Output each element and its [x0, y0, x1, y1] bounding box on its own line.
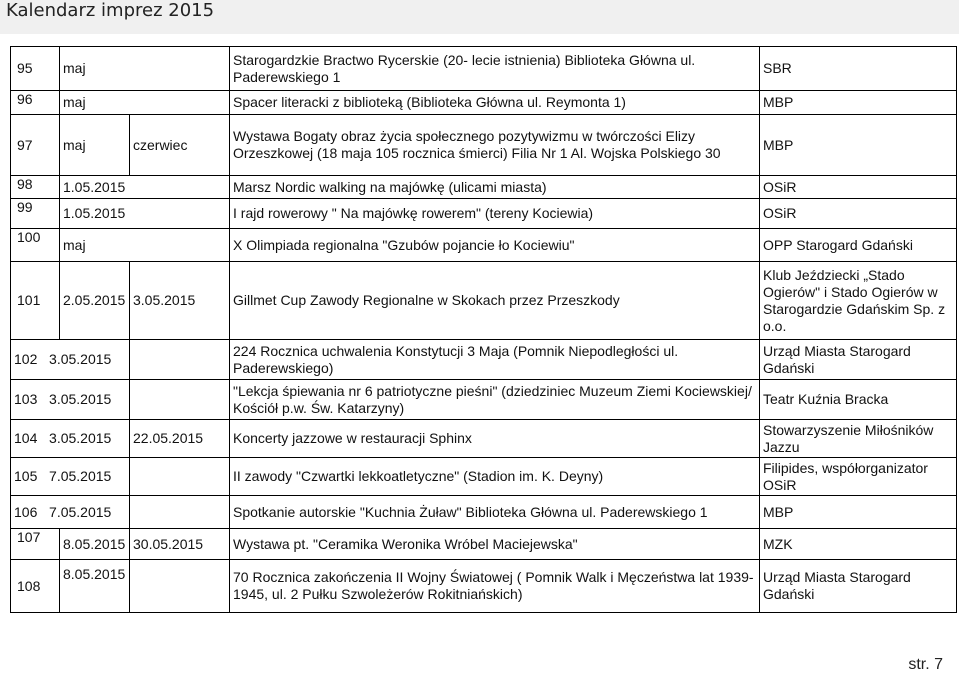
- row-number: 103: [14, 391, 38, 407]
- date-start: maj: [60, 47, 230, 91]
- event-name: Spotkanie autorskie "Kuchnia Żuław" Biblioteka Główna ul. Paderewskiego 1: [230, 496, 760, 529]
- document-title: Kalendarz imprez 2015: [6, 0, 215, 21]
- date-start: maj: [60, 229, 230, 262]
- row-number: 104: [14, 430, 38, 446]
- table-row: [11, 420, 957, 458]
- row-number: 106: [14, 503, 38, 520]
- date-start: 7.05.2015: [49, 468, 112, 484]
- organizer: Urząd Miasta Starogard Gdański: [760, 340, 957, 380]
- row-number: 97: [11, 115, 60, 176]
- date-start: 2.05.2015: [60, 262, 130, 340]
- row-number: 102: [14, 351, 38, 367]
- table-row: [11, 560, 957, 613]
- date-start: 1.05.2015: [60, 176, 230, 199]
- organizer: MBP: [760, 115, 957, 176]
- row-number: 95: [11, 47, 60, 91]
- organizer: OPP Starogard Gdański: [760, 229, 957, 262]
- date-end-empty: [130, 458, 230, 496]
- date-end: 3.05.2015: [130, 262, 230, 340]
- event-name: Wystawa pt. "Ceramika Weronika Wróbel Maciejewska": [230, 529, 760, 560]
- row-number: 100: [11, 229, 60, 262]
- organizer: MBP: [760, 91, 957, 115]
- date-start: maj: [60, 115, 130, 176]
- table-row: [11, 496, 957, 529]
- date-end: czerwiec: [130, 115, 230, 176]
- event-name: "Lekcja śpiewania nr 6 patriotyczne pieśni" (dziedziniec Muzeum Ziemi Kociewskiej/ Kościół p.w. Św. Katarzyny): [230, 380, 760, 420]
- date-end-empty: [130, 340, 230, 380]
- event-name: Koncerty jazzowe w restauracji Sphinx: [230, 420, 760, 458]
- table-row: [11, 458, 957, 496]
- date-start: maj: [60, 91, 230, 115]
- table-row: [11, 380, 957, 420]
- date-start: 8.05.2015: [60, 560, 130, 613]
- page-number: str. 7: [908, 656, 943, 673]
- event-name: Marsz Nordic walking na majówkę (ulicami miasta): [230, 176, 760, 199]
- organizer: OSiR: [760, 199, 957, 229]
- organizer: Filipides, współorganizator OSiR: [760, 458, 957, 496]
- event-name: II zawody "Czwartki lekkoatletyczne" (Stadion im. K. Deyny): [230, 458, 760, 496]
- row-number: 107: [11, 529, 60, 560]
- row-number: 101: [11, 262, 60, 340]
- organizer: Teatr Kuźnia Bracka: [760, 380, 957, 420]
- row-number-date: [11, 458, 130, 496]
- organizer: Klub Jeździecki „Stado Ogierów" i Stado Ogierów w Starogardzie Gdańskim Sp. z o.o.: [760, 262, 957, 340]
- date-end-empty: [130, 560, 230, 613]
- table-row: [11, 340, 957, 380]
- row-number: 98: [11, 176, 60, 199]
- event-name: Spacer literacki z biblioteką (Biblioteka Główna ul. Reymonta 1): [230, 91, 760, 115]
- date-end: 30.05.2015: [130, 529, 230, 560]
- event-name: Wystawa Bogaty obraz życia społecznego pozytywizmu w twórczości Elizy Orzeszkowej (18 maja 105 rocznica śmierci) Filia Nr 1 Al. Wojska Polskiego 30: [230, 115, 760, 176]
- row-number: 96: [11, 91, 60, 115]
- row-number-date: [11, 420, 130, 458]
- event-name: X Olimpiada regionalna "Gzubów pojancie ło Kociewiu": [230, 229, 760, 262]
- organizer: OSiR: [760, 176, 957, 199]
- table-row: [11, 115, 957, 176]
- date-start: 3.05.2015: [49, 351, 112, 367]
- table-row: [11, 529, 957, 560]
- header-bar: [0, 0, 959, 34]
- date-end: 22.05.2015: [130, 420, 230, 458]
- date-start: 8.05.2015: [60, 529, 130, 560]
- table-row: [11, 229, 957, 262]
- organizer: Stowarzyszenie Miłośników Jazzu: [760, 420, 957, 458]
- table-row: [11, 47, 957, 91]
- table-row: [11, 199, 957, 229]
- organizer: MZK: [760, 529, 957, 560]
- date-start: 3.05.2015: [49, 430, 112, 446]
- event-name: Starogardzkie Bractwo Rycerskie (20- lecie istnienia) Biblioteka Główna ul. Paderewskiego 1: [230, 47, 760, 91]
- event-name: 70 Rocznica zakończenia II Wojny Światowej ( Pomnik Walk i Męczeństwa lat 1939-1945, ul. 2 Pułku Szwoleżerów Rokitniańskich): [230, 560, 760, 613]
- row-number-date: [11, 380, 130, 420]
- event-name: Gillmet Cup Zawody Regionalne w Skokach przez Przeszkody: [230, 262, 760, 340]
- organizer: MBP: [760, 496, 957, 529]
- event-name: 224 Rocznica uchwalenia Konstytucji 3 Maja (Pomnik Niepodległości ul. Paderewskiego): [230, 340, 760, 380]
- row-number: 105: [14, 468, 38, 484]
- date-start: 7.05.2015: [49, 503, 112, 520]
- row-number: 108: [11, 560, 60, 613]
- row-number: 99: [11, 199, 60, 229]
- table-row: [11, 176, 957, 199]
- organizer: Urząd Miasta Starogard Gdański: [760, 560, 957, 613]
- row-number-date: [11, 340, 130, 380]
- date-end-empty: [130, 380, 230, 420]
- table-row: [11, 262, 957, 340]
- events-table: [10, 46, 957, 613]
- event-name: I rajd rowerowy " Na majówkę rowerem" (tereny Kociewia): [230, 199, 760, 229]
- date-start: 3.05.2015: [49, 391, 112, 407]
- table-row: [11, 91, 957, 115]
- date-start: 1.05.2015: [60, 199, 230, 229]
- date-end-empty: [130, 496, 230, 529]
- organizer: SBR: [760, 47, 957, 91]
- row-number-date: [11, 496, 130, 529]
